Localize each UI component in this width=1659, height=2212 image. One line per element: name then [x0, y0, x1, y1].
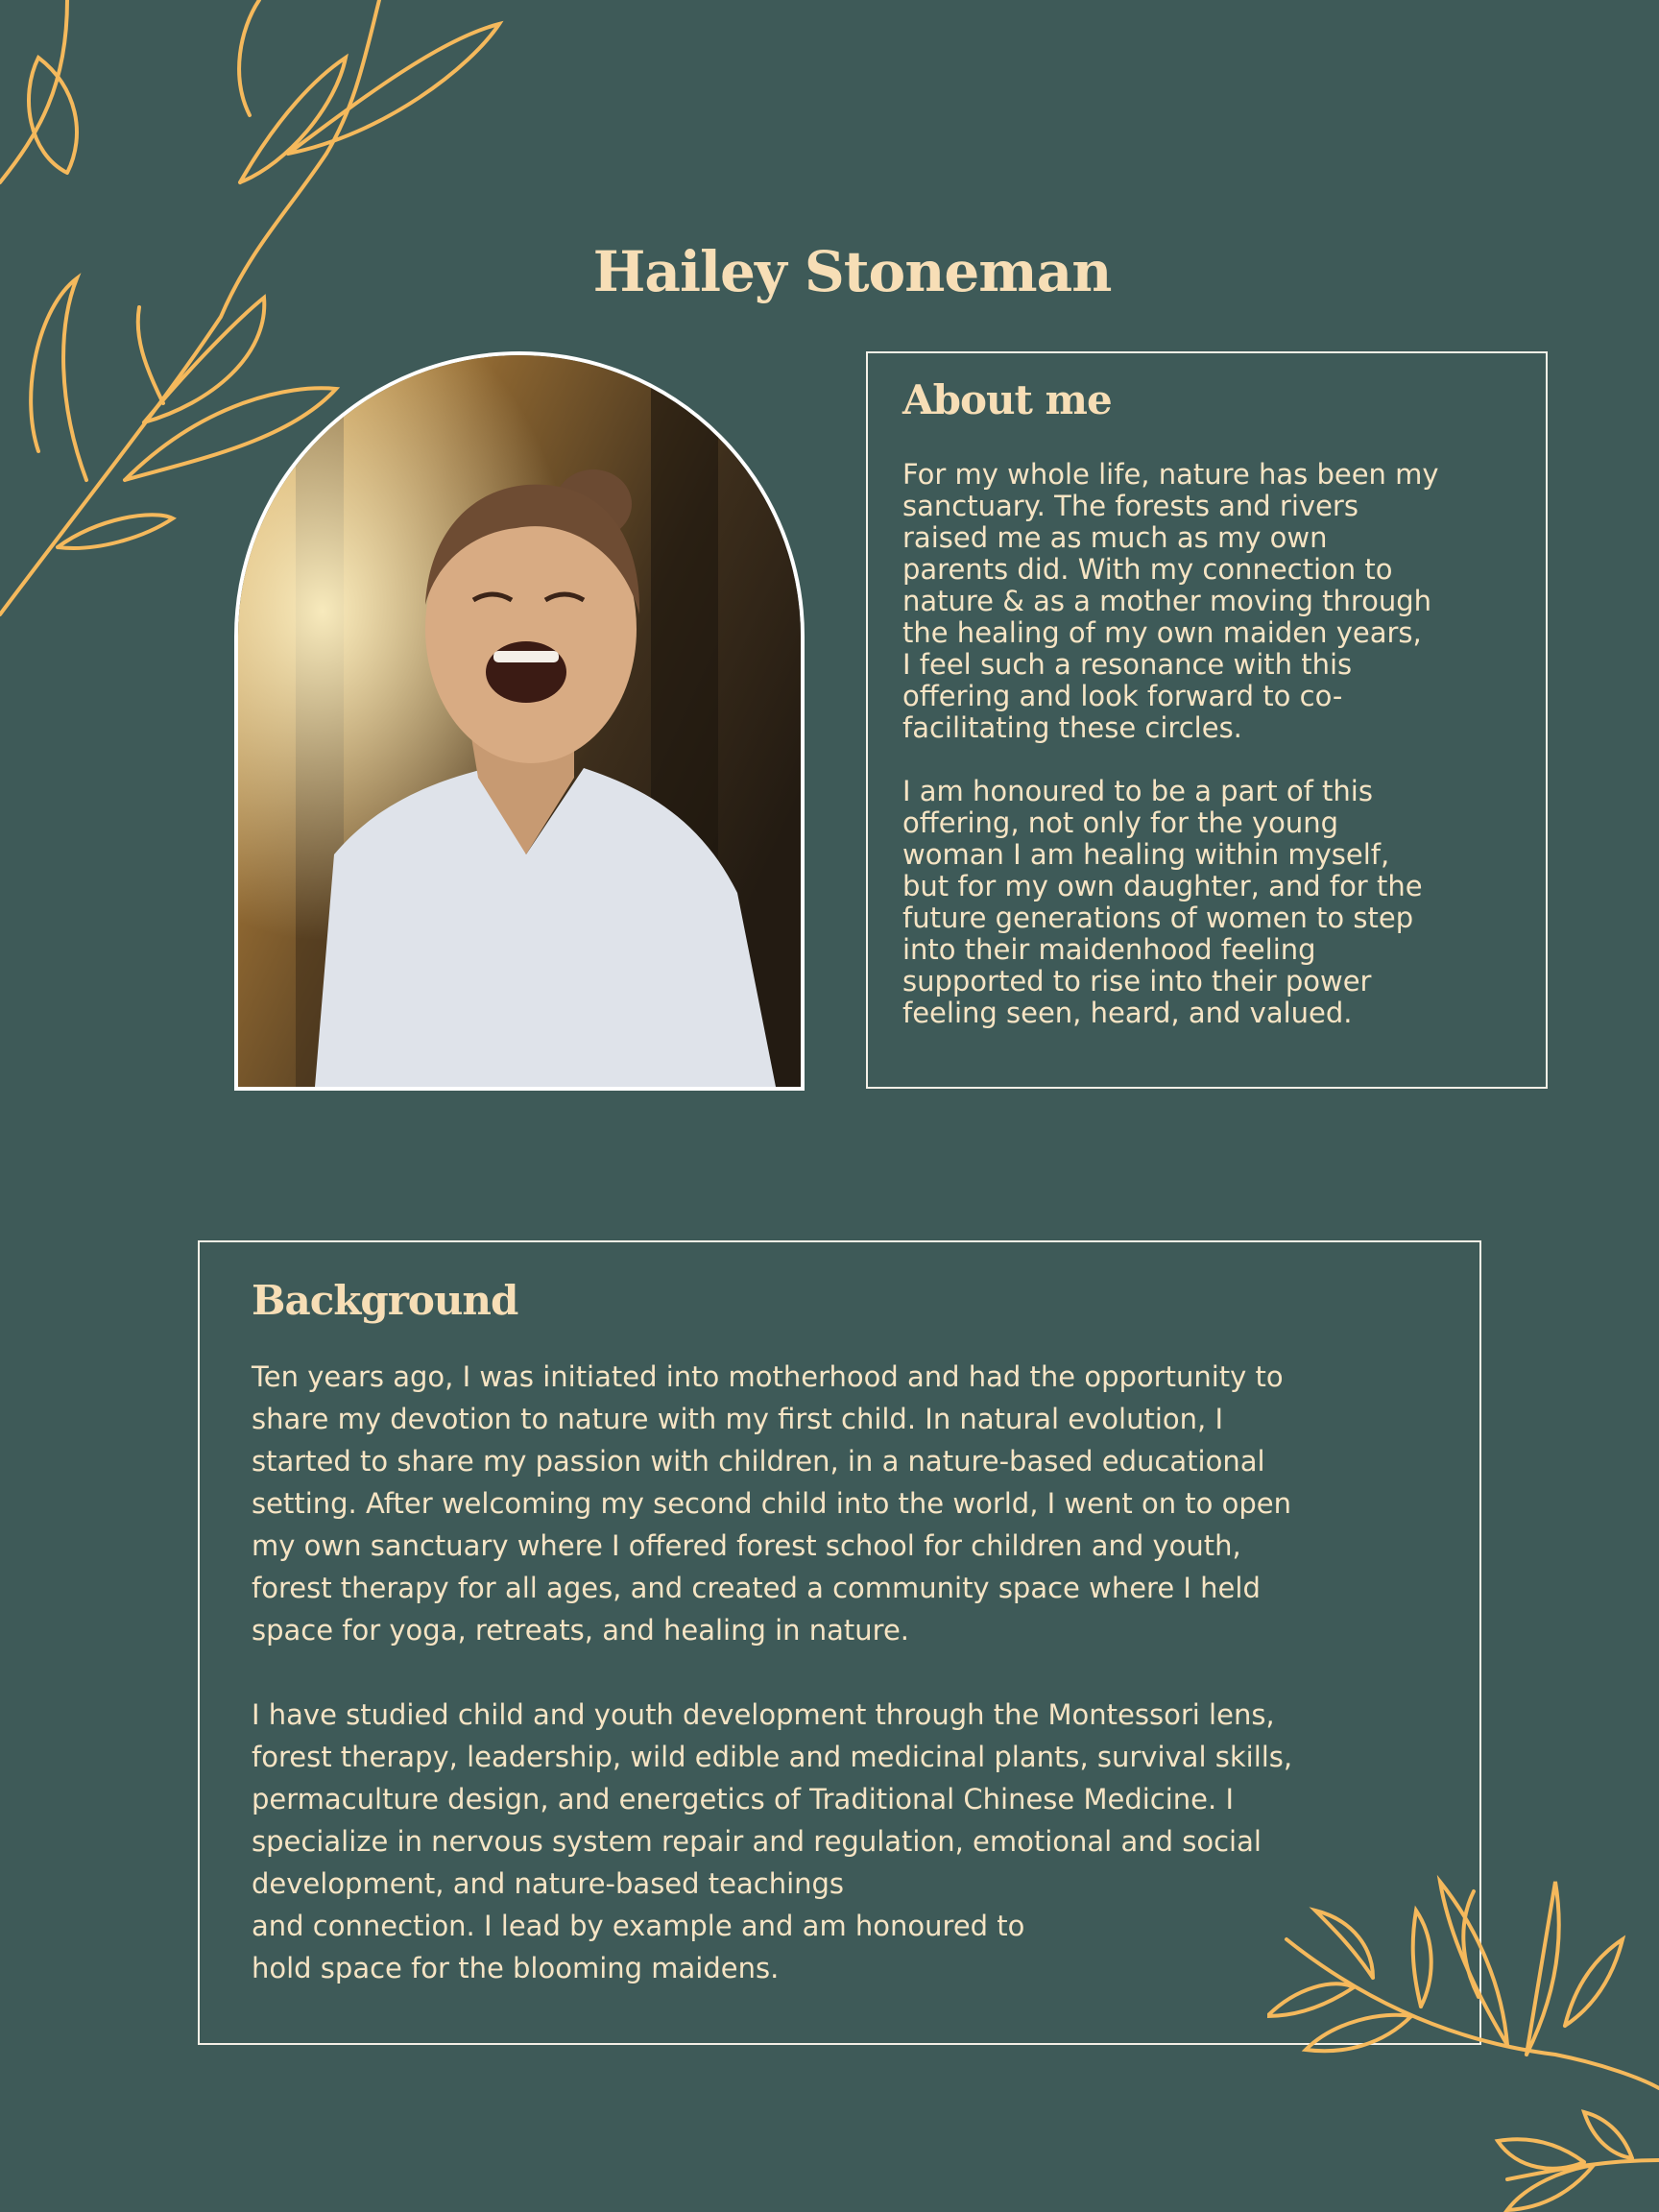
about-me-heading: About me: [902, 376, 1112, 423]
portrait-photo: [234, 351, 805, 1091]
about-me-panel: [866, 351, 1548, 1089]
person-name: Hailey Stoneman: [592, 238, 1112, 304]
background-paragraph-1: Ten years ago, I was initiated into motherhood and had the opportunity to share my devotion to nature with my first child. In natural evolution, I started to share my passion with children, in a nature-based educational setting. After welcoming my second child into the world, I went on to open my own sanctuary where I offered forest school for children and youth, forest therapy for all ages, and created a community space where I held space for yoga, retreats, and healing in nature.: [252, 1360, 1291, 1647]
about-paragraph-1: For my whole life, nature has been my sanctuary. The forests and rivers raised me as much as my own parents did. With my connection to nature & as a mother moving through the healing of my own maiden years, I feel such a resonance with this offering and look forward to co- facilitating these circles.: [902, 458, 1439, 744]
background-paragraph-2: I have studied child and youth development through the Montessori lens, forest therapy, leadership, wild edible and medicinal plants, survival skills, permaculture design, and energetics of Traditional Chinese Medicine. I specialize in nervous system repair and regulation, emotional and social development, and nature-based teachings and connection. I lead by example and am honoured to hold space for the blooming maidens.: [252, 1698, 1293, 1984]
background-heading: Background: [252, 1277, 518, 1324]
leafy-vine-icon: [1267, 1853, 1659, 2212]
about-paragraph-2: I am honoured to be a part of this offering, not only for the young woman I am healing within myself, but for my own daughter, and for the future generations of women to step into their maidenhood feeling supported to rise into their power feeling seen, heard, and valued.: [902, 775, 1423, 1029]
about-me-text: [902, 459, 1536, 1029]
